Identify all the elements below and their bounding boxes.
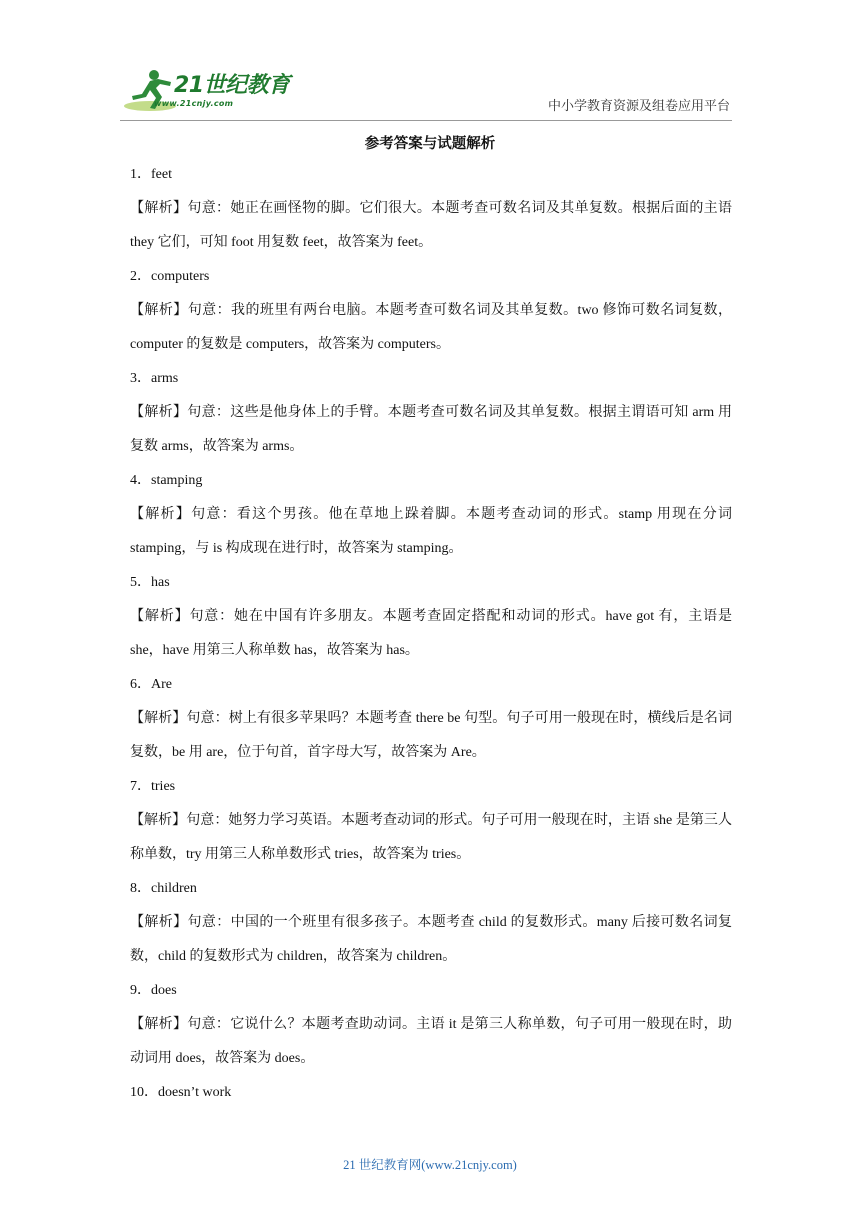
answer-line: 10．doesn’t work: [130, 1085, 232, 1100]
explanation-text: 【解析】句意：这些是他身体上的手臂。本题考查可数名词及其单复数。根据主谓语可知 arm 用复数 arms，故答案为 arms。: [130, 405, 732, 454]
answer-line: 8．children: [130, 881, 197, 896]
list-item: [130, 158, 732, 260]
answer-line: 6．Are: [130, 677, 172, 692]
list-item: [130, 668, 732, 770]
list-item: [130, 872, 732, 974]
header-divider: [120, 120, 732, 121]
answer-line: 5．has: [130, 575, 170, 590]
list-item: [130, 770, 732, 872]
page-title: 参考答案与试题解析: [364, 136, 496, 152]
platform-tagline: 中小学教育资源及组卷应用平台: [547, 99, 730, 114]
list-item: [130, 1076, 732, 1110]
list-item: [130, 974, 732, 1076]
list-item: [130, 260, 732, 362]
explanation-text: 【解析】句意：看这个男孩。他在草地上跺着脚。本题考查动词的形式。stamp 用现在分词 stamping，与 is 构成现在进行时，故答案为 stamping。: [130, 507, 732, 556]
explanation-text: 【解析】句意：树上有很多苹果吗？本题考查 there be 句型。句子可用一般现在时，横线后是名词复数，be 用 are，位于句首，首字母大写，故答案为 Are。: [130, 711, 732, 760]
answer-list: [130, 158, 732, 1110]
answer-line: 1．feet: [130, 167, 172, 182]
site-logo[interactable]: [120, 66, 290, 118]
explanation-text: 【解析】句意：我的班里有两台电脑。本题考查可数名词及其单复数。two 修饰可数名词复数，computer 的复数是 computers，故答案为 computers。: [130, 303, 732, 352]
answer-line: 4．stamping: [130, 473, 203, 488]
answer-line: 9．does: [130, 983, 177, 998]
explanation-text: 【解析】句意：它说什么？本题考查助动词。主语 it 是第三人称单数，句子可用一般现在时，助动词用 does，故答案为 does。: [130, 1017, 732, 1066]
logo-text: 21世纪教育: [174, 73, 290, 98]
answer-line: 3．arms: [130, 371, 179, 386]
explanation-text: 【解析】句意：她努力学习英语。本题考查动词的形式。句子可用一般现在时，主语 she 是第三人称单数，try 用第三人称单数形式 tries，故答案为 tries。: [130, 813, 732, 862]
list-item: [130, 362, 732, 464]
footer-link[interactable]: 21 世纪教育网(www.21cnjy.com): [343, 1158, 517, 1172]
explanation-text: 【解析】句意：她正在画怪物的脚。它们很大。本题考查可数名词及其单复数。根据后面的主语 they 它们，可知 foot 用复数 feet，故答案为 feet。: [130, 201, 732, 250]
logo-url: www.21cnjy.com: [154, 99, 234, 108]
explanation-text: 【解析】句意：中国的一个班里有很多孩子。本题考查 child 的复数形式。many 后接可数名词复数，child 的复数形式为 children，故答案为 children。: [130, 915, 732, 964]
list-item: [130, 566, 732, 668]
list-item: [130, 464, 732, 566]
answer-line: 7．tries: [130, 779, 176, 794]
explanation-text: 【解析】句意：她在中国有许多朋友。本题考查固定搭配和动词的形式。have got 有，主语是 she，have 用第三人称单数 has，故答案为 has。: [130, 609, 732, 658]
page-header: [0, 0, 860, 125]
answer-line: 2．computers: [130, 269, 210, 284]
